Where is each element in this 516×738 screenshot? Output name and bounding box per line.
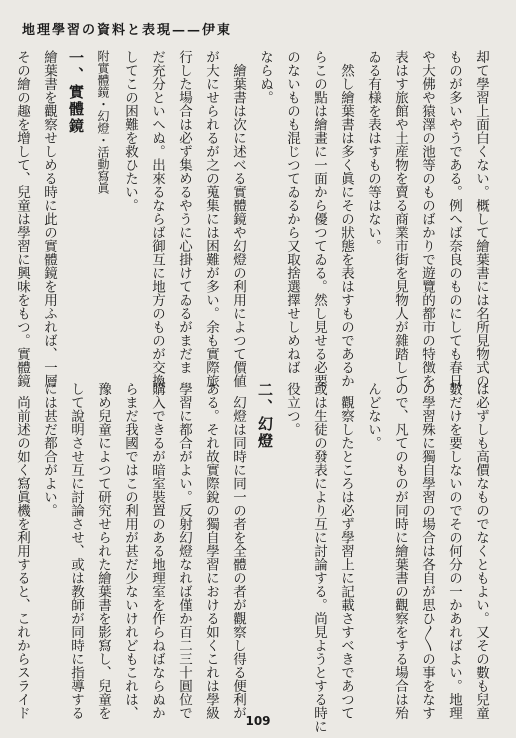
text-line: だ充分といへぬ。出來るならば御互に地方のものが交換 bbox=[149, 50, 165, 388]
text-line: ゐる有様を表はすもの等はない。 bbox=[365, 50, 381, 253]
text-line: 豫め兒童によつて研究せられた繪葉書を影寫し、兒童を bbox=[95, 382, 111, 720]
upper-text-block bbox=[14, 50, 494, 388]
text-line: には甚だ都合がよい。 bbox=[41, 382, 57, 517]
text-line: 役立つ。 bbox=[284, 382, 300, 436]
text-line: は必ずしも高價なものでなくともよい。又その數も兒童 bbox=[473, 382, 489, 720]
page-number: 109 bbox=[245, 714, 271, 728]
text-line: ものが多いやうである。例へば奈良のものにしても春日 bbox=[446, 50, 462, 388]
text-line: 數だけを要しないのでその何分の一かあればよい。地理 bbox=[446, 382, 462, 720]
text-line: 然し繪葉書は多く眞にその狀態を表はすものであるか bbox=[338, 50, 354, 388]
block-divider bbox=[22, 364, 494, 365]
text-line: 觀察したところは必ず學習上に記載さすべきであつて bbox=[338, 382, 354, 720]
text-line: その繪の趣を增して、兒童は學習に興味をもつ。實體鏡 bbox=[14, 50, 30, 388]
text-line: 學習に都合がよい。反射幻燈なれば僅か百二三十圓位で bbox=[176, 382, 192, 720]
text-line: らまだ我國ではこの利用が甚だ少ないけれどもこれは、 bbox=[122, 382, 138, 720]
text-line: 繪葉書を觀察せしめる時に此の實體鏡を用ふれば、一層 bbox=[41, 50, 57, 388]
text-line: してこの困難を救ひたい。 bbox=[122, 50, 138, 212]
running-header bbox=[22, 19, 492, 37]
text-line: 或は生徒の發表により互に討論する。尚見ようとする時に bbox=[311, 382, 327, 733]
text-line: ので、凡てのものが同時に繪葉書の觀察をする場合は殆 bbox=[392, 382, 408, 720]
text-line: 表はす旅館や土産物を賣る商業市街を見物人が雜踏して bbox=[392, 50, 408, 388]
text-line: や大佛や猿澤の池等のものばかりで遊覽的都市の特徴を bbox=[419, 50, 435, 388]
section-heading-stereoscope: 一、實體鏡 bbox=[67, 50, 85, 135]
text-line: が大にせられるが之の蒐集には困難が多い。余も實際旅 bbox=[203, 50, 219, 388]
text-line: のないものも混じつてゐるから又取捨選擇せしめねば bbox=[284, 50, 300, 374]
text-line: 行した場合は必ず集めるやうに心掛けてゐるがまだま bbox=[176, 50, 192, 374]
running-header-title: 地理學習の資料と表現——伊東 bbox=[22, 22, 233, 38]
text-line: して說明させ互に討論させ、或は教師が同時に指導する bbox=[68, 382, 84, 720]
text-line: ならぬ。 bbox=[257, 50, 273, 104]
text-line: 却て學習上面白くない。概して繪葉書には名所見物式の bbox=[473, 50, 489, 388]
text-line: 繪葉書は次に述べる實體鏡や幻燈の利用によつて價値 bbox=[230, 50, 246, 388]
text-line: 購入できるが暗室裝置のある地理室を作らねばならぬか bbox=[149, 382, 165, 720]
text-line: らこの點は繪畫に一面から優つてゐる。然し見せる必要 bbox=[311, 50, 327, 388]
section-heading-magic-lantern: 二、幻燈 bbox=[256, 382, 274, 450]
text-line: 尚前述の如く寫眞機を利用すると、これからスライド bbox=[14, 382, 30, 720]
appendix-heading: 附實體鏡・幻燈・活動寫眞 bbox=[96, 50, 110, 194]
text-line: んどない。 bbox=[365, 382, 381, 450]
text-line: 幻燈は同時に同一の者を全體の者が觀察し得る便利が bbox=[230, 382, 246, 720]
text-line: の學習殊に獨自學習の場合は各自が思ひ〳〵の事をなす bbox=[419, 382, 435, 720]
text-line: ある。それ故實際銳の獨自學習における如くこれは學級 bbox=[203, 382, 219, 720]
